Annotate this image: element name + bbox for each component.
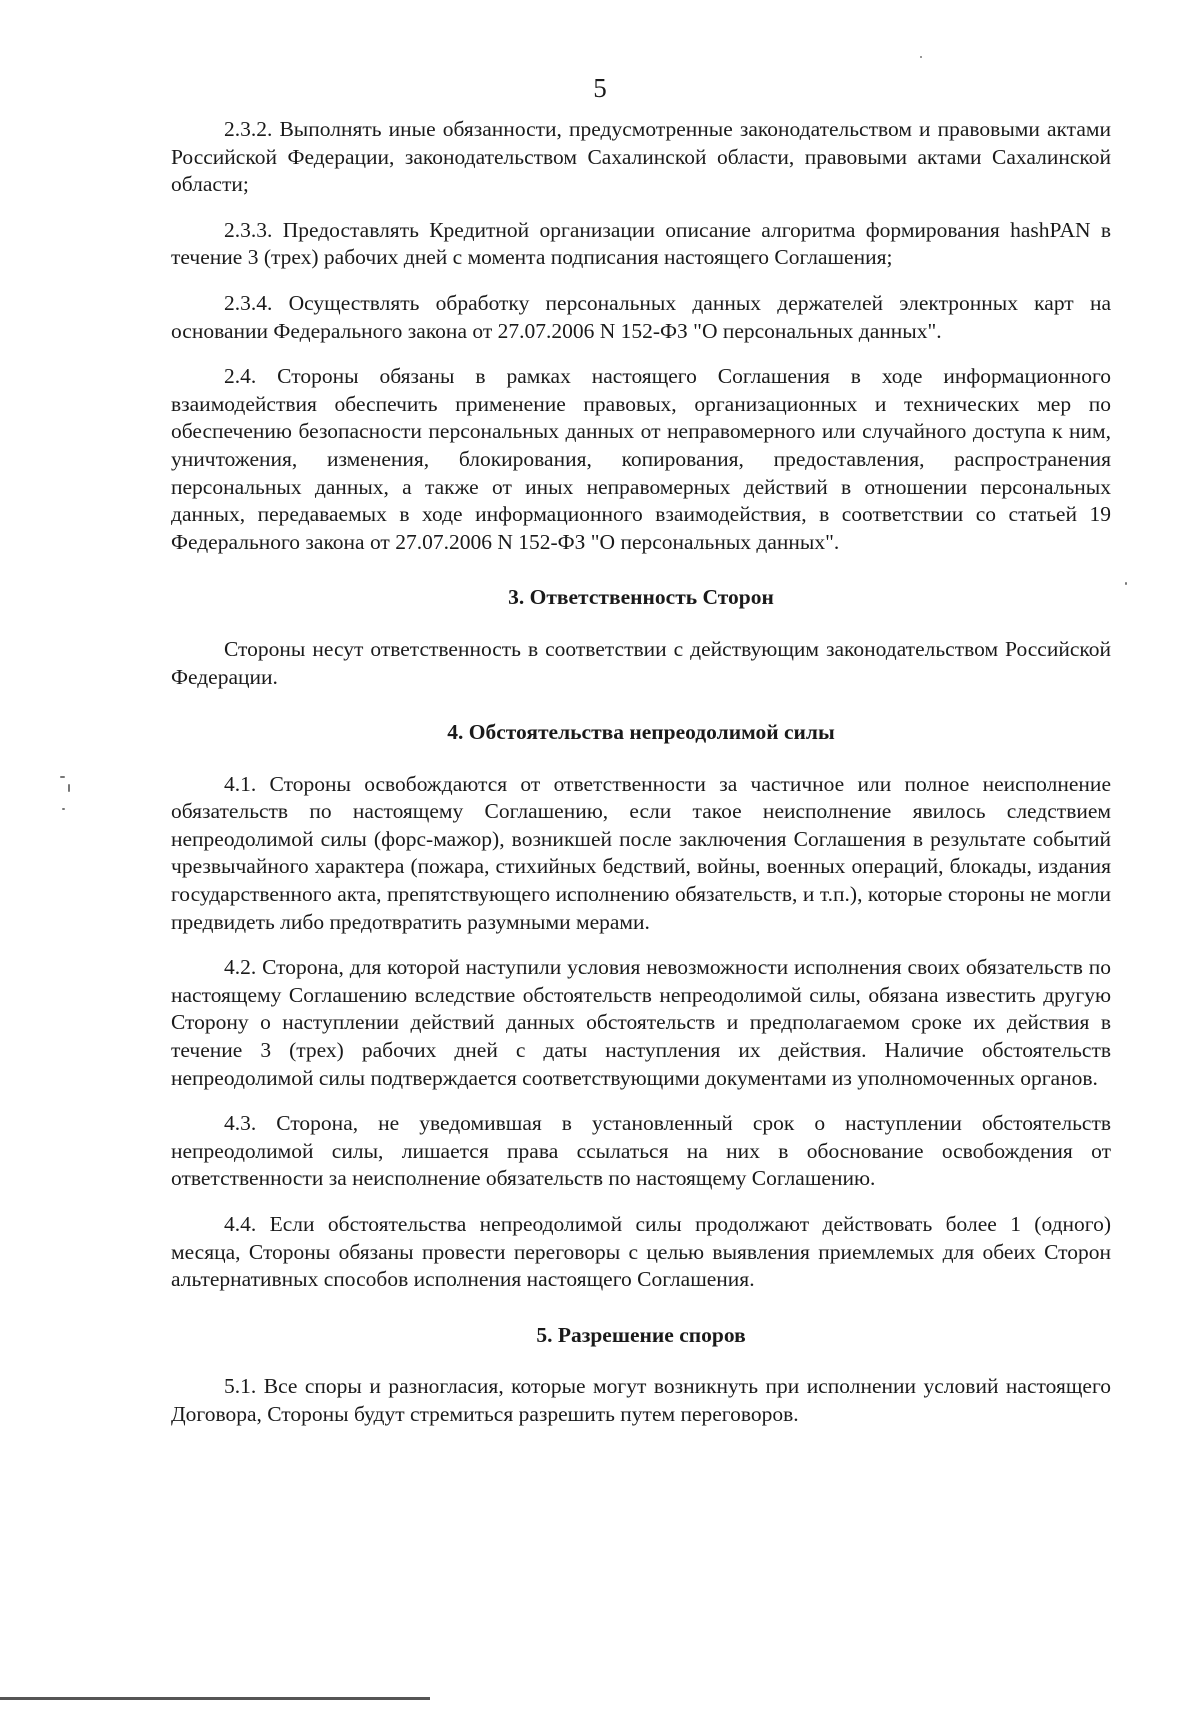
- section-3-heading: 3. Ответственность Сторон: [508, 585, 774, 610]
- scan-edge-line: [0, 1697, 430, 1700]
- scan-speck: [1125, 582, 1127, 585]
- clause-2-3-2: 2.3.2. Выполнять иные обязанности, предусмотренные законодательством и правовыми актами Российской Федерации, законодательством Сахалинской области, правовыми актами Сахалинской области;: [171, 117, 1111, 197]
- document-body: [171, 116, 1111, 1447]
- clause-5-1: 5.1. Все споры и разногласия, которые могут возникнуть при исполнении условий настоящего Договора, Стороны будут стремиться разрешить путем переговоров.: [171, 1374, 1111, 1426]
- clause-4-4: 4.4. Если обстоятельства непреодолимой силы продолжают действовать более 1 (одного) месяца, Стороны обязаны провести переговоры с целью выявления приемлемых для обеих Сторон альтернативных способов исполнения настоящего Соглашения.: [171, 1212, 1111, 1292]
- scan-speck: [68, 784, 70, 792]
- clause-4-2: 4.2. Сторона, для которой наступили условия невозможности исполнения своих обязательств по настоящему Соглашению вследствие обстоятельств непреодолимой силы, обязана известить другую Сторону о наступлении действий данных обстоятельств и предполагаемом сроке их действия в течение 3 (трех) рабочих дней с даты наступления их действия. Наличие обстоятельств непреодолимой силы подтверждается соответствующими документами из уполномоченных органов.: [171, 955, 1111, 1090]
- section-4-heading: 4. Обстоятельства непреодолимой силы: [447, 720, 835, 745]
- section-5-heading: 5. Разрешение споров: [536, 1322, 746, 1347]
- clause-2-3-4: 2.3.4. Осуществлять обработку персональных данных держателей электронных карт на основании Федерального закона от 27.07.2006 N 152-ФЗ "О персональных данных".: [171, 290, 1111, 343]
- clause-2-3-3: 2.3.3. Предоставлять Кредитной организации описание алгоритма формирования hashPAN в течение 3 (трех) рабочих дней с момента подписания настоящего Соглашения;: [171, 217, 1111, 270]
- clause-2-4: 2.4. Стороны обязаны в рамках настоящего Соглашения в ходе информационного взаимодействия обеспечить применение правовых, организационных и технических мер по обеспечению безопасности персональных данных от неправомерного или случайного доступа к ним, уничтожения, изменения, блокирования, копирования, предоставления, распространения персональных данных, а также от иных неправомерных действий в отношении персональных данных, передаваемых в ходе информационного взаимодействия, в соответствии со статьей 19 Федерального закона от 27.07.2006 N 152-ФЗ "О персональных данных".: [171, 364, 1111, 554]
- scan-speck: [60, 776, 65, 778]
- page-number: 5: [593, 73, 607, 103]
- clause-4-1: 4.1. Стороны освобождаются от ответственности за частичное или полное неисполнение обязательств по настоящему Соглашению, если такое неисполнение явилось следствием непреодолимой силы (форс-мажор), возникшей после заключения Соглашения в результате событий чрезвычайного характера (пожара, стихийных бедствий, войны, военных операций, блокады, издания государственного акта, препятствующего исполнению обязательств, и т.п.), которые стороны не могли предвидеть либо предотвратить разумными мерами.: [171, 771, 1111, 934]
- scan-speck: [62, 808, 65, 810]
- scan-speck: [920, 56, 922, 58]
- section-3-text: Стороны несут ответственность в соответствии с действующим законодательством Российской Федерации.: [171, 636, 1111, 689]
- clause-4-3: 4.3. Сторона, не уведомившая в установленный срок о наступлении обстоятельств непреодолимой силы, лишается права ссылаться на них в обоснование освобождения от ответственности за неисполнение обязательств по настоящему Соглашению.: [171, 1111, 1111, 1191]
